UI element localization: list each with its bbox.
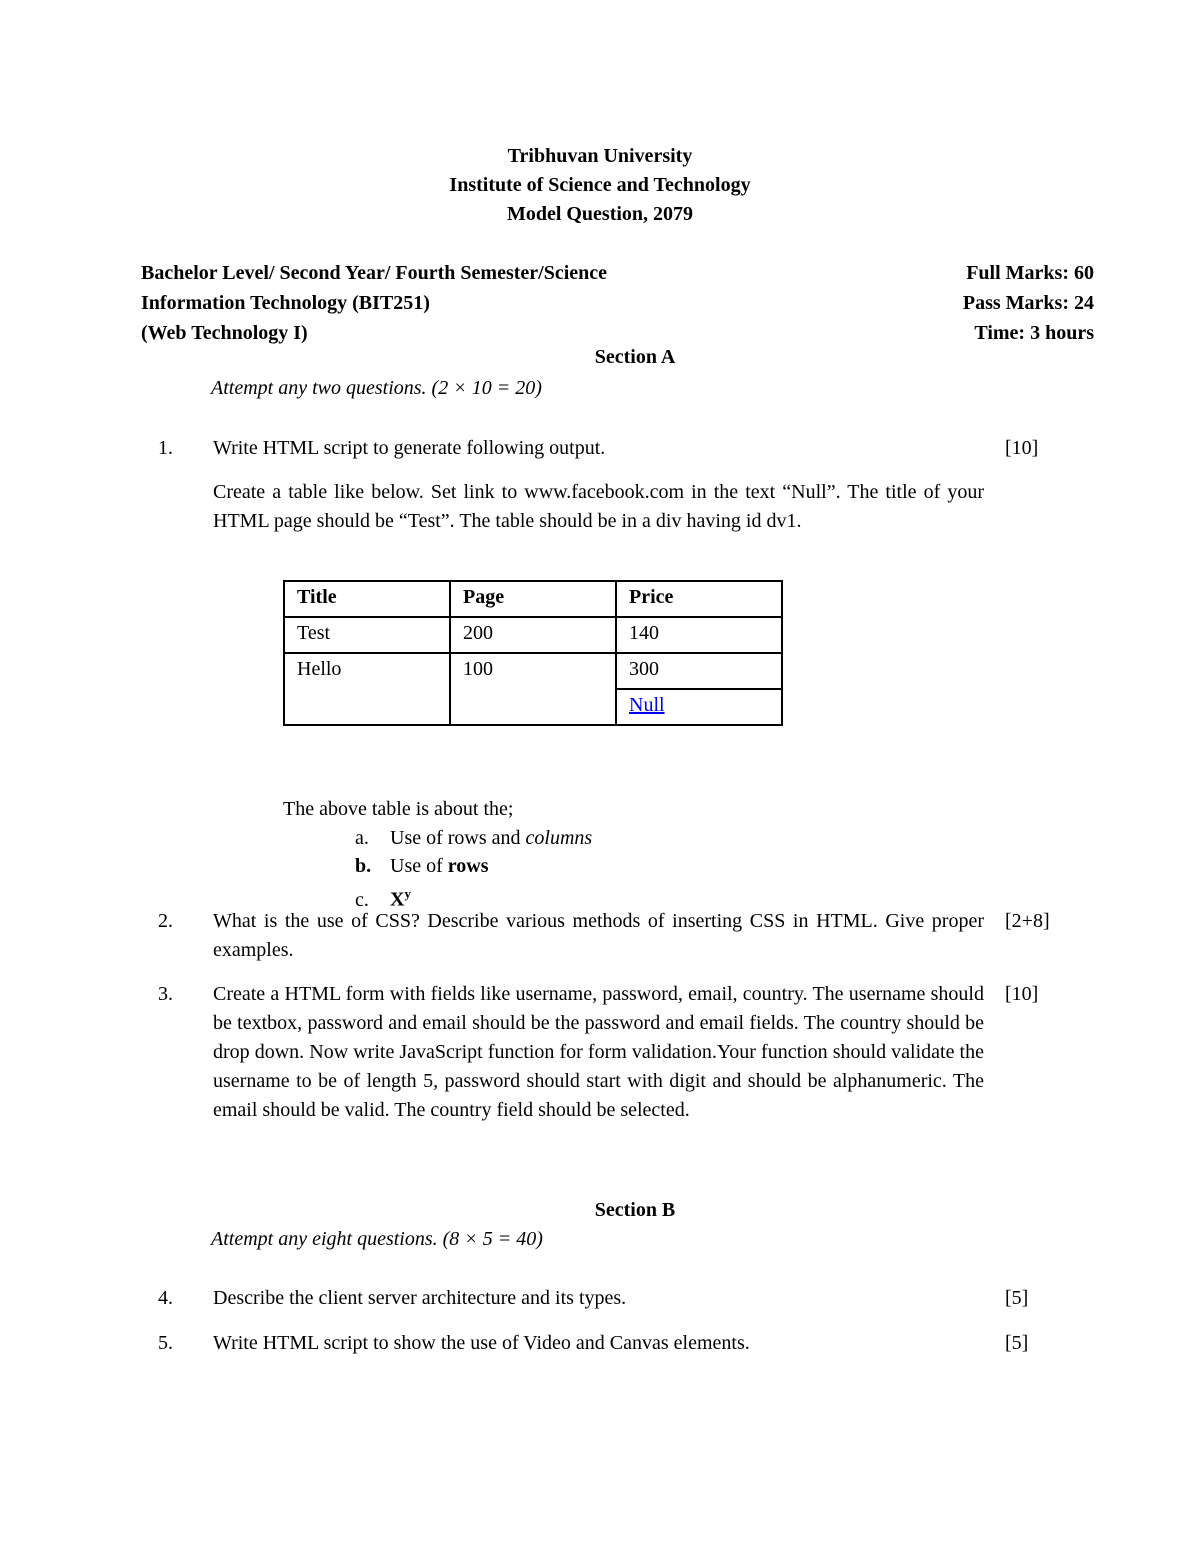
option-a-label: a.: [355, 827, 369, 849]
option-b-bold: rows: [447, 855, 489, 877]
table-header-title: Title: [284, 581, 450, 617]
table-row: [284, 653, 782, 689]
null-link[interactable]: Null: [629, 694, 665, 716]
option-b: [355, 852, 592, 880]
exam-header: [0, 142, 1200, 229]
question-1-marks: [10]: [1005, 437, 1039, 459]
question-4-number: 4.: [158, 1287, 173, 1309]
question-5-number: 5.: [158, 1332, 173, 1354]
section-b-instruction: Attempt any eight questions. (8 × 5 = 40): [211, 1228, 543, 1250]
question-2-text: What is the use of CSS? Describe various methods of inserting CSS in HTML. Give proper examples.: [213, 910, 984, 961]
table-cell: 100: [450, 653, 616, 725]
table-about-text: The above table is about the;: [283, 798, 514, 820]
option-c-label: c.: [355, 888, 369, 911]
options-list: [355, 824, 592, 914]
level-text: Bachelor Level/ Second Year/ Fourth Semester/Science: [141, 262, 608, 284]
section-b-title: Section B: [594, 1199, 676, 1221]
pass-marks: Pass Marks: 24: [962, 292, 1094, 314]
course-info: [141, 258, 607, 348]
full-marks: Full Marks: 60: [966, 262, 1094, 284]
question-5-text: Write HTML script to show the use of Video and Canvas elements.: [213, 1332, 750, 1354]
table-cell: 300: [616, 653, 782, 689]
option-a-italic: columns: [525, 827, 593, 849]
table-cell: 140: [616, 617, 782, 653]
question-3-marks: [10]: [1005, 983, 1039, 1005]
marks-info: [963, 258, 1094, 348]
sample-table: [283, 580, 783, 726]
option-b-label: b.: [355, 855, 372, 877]
option-b-text: Use of: [390, 855, 448, 877]
question-3-text: Create a HTML form with fields like username, password, email, country. The username should be textbox, password and email should be the password and email fields. The country should be drop down. Now write JavaScript function for form validation.Your function should validate the username to be of length 5, password should start with digit and should be alphanumeric. The email should be valid. The country field should be selected.: [213, 983, 984, 1121]
option-a-text: Use of rows and: [390, 827, 526, 849]
question-5-marks: [5]: [1005, 1332, 1029, 1354]
question-2-number: 2.: [158, 910, 173, 932]
time-allowed: Time: 3 hours: [974, 322, 1094, 344]
institute-name: Institute of Science and Technology: [449, 174, 751, 196]
table-cell: 200: [450, 617, 616, 653]
question-1-paragraph: Create a table like below. Set link to www.facebook.com in the text “Null”. The title of your HTML page should be “Test”. The table should be in a div having id dv1.: [213, 481, 984, 532]
section-a-instruction: Attempt any two questions. (2 × 10 = 20): [211, 377, 542, 399]
question-3-number: 3.: [158, 983, 173, 1005]
question-4-marks: [5]: [1005, 1287, 1029, 1309]
table-cell: Test: [284, 617, 450, 653]
option-c-sup: y: [404, 886, 411, 901]
table-cell: [616, 689, 782, 725]
exam-title: Model Question, 2079: [506, 203, 694, 225]
question-1-text: Write HTML script to generate following output.: [213, 437, 606, 459]
section-a-title: Section A: [594, 346, 676, 368]
table-row: [284, 617, 782, 653]
table-header-page: Page: [450, 581, 616, 617]
question-4-text: Describe the client server architecture and its types.: [213, 1287, 627, 1309]
option-a: [355, 824, 592, 852]
option-c-base: X: [390, 888, 405, 911]
table-header-price: Price: [616, 581, 782, 617]
university-name: Tribhuvan University: [507, 145, 693, 167]
program-text: Information Technology (BIT251): [141, 292, 430, 314]
course-text: (Web Technology I): [141, 322, 308, 344]
question-1-number: 1.: [158, 437, 173, 459]
question-2-marks: [2+8]: [1005, 910, 1050, 932]
table-cell: Hello: [284, 653, 450, 725]
